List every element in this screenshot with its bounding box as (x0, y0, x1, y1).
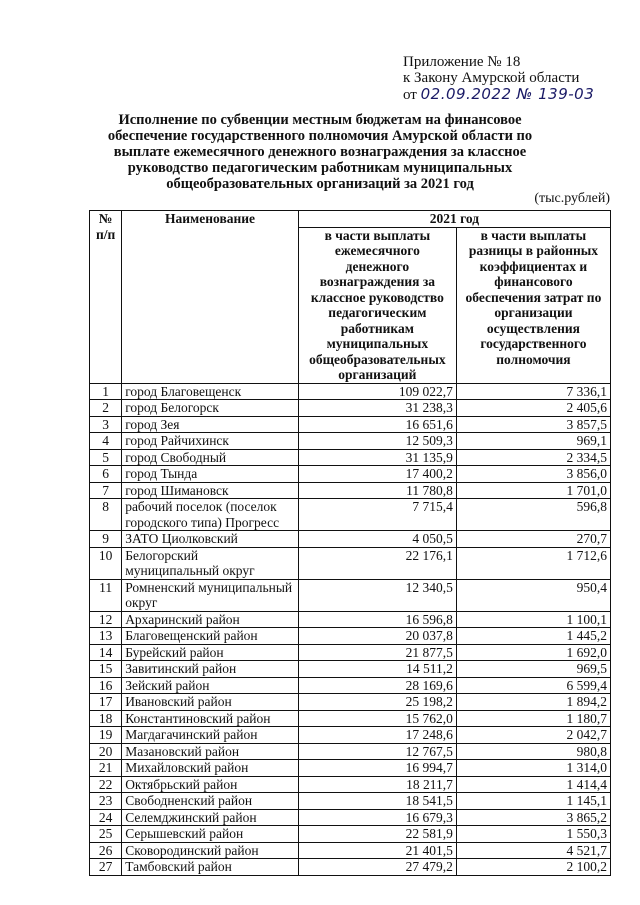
row-value-coefficients: 1 550,3 (456, 826, 610, 843)
row-name: город Свободный (122, 449, 299, 466)
table-row (90, 383, 611, 400)
row-value-classroom: 17 400,2 (298, 466, 456, 483)
row-name: Архаринский район (122, 611, 299, 628)
row-value-classroom: 12 767,5 (298, 743, 456, 760)
table-row (90, 547, 611, 579)
row-name: город Белогорск (122, 400, 299, 417)
appendix-date-line (403, 86, 594, 103)
row-number: 1 (90, 383, 122, 400)
row-name: Октябрьский район (122, 776, 299, 793)
row-value-coefficients: 1 894,2 (456, 694, 610, 711)
row-value-classroom: 18 541,5 (298, 793, 456, 810)
row-value-coefficients: 1 100,1 (456, 611, 610, 628)
row-number: 18 (90, 710, 122, 727)
row-value-coefficients: 1 712,6 (456, 547, 610, 579)
table-row (90, 677, 611, 694)
table-row (90, 628, 611, 645)
row-value-classroom: 16 596,8 (298, 611, 456, 628)
appendix-date-prefix: от (403, 87, 417, 103)
row-value-coefficients: 2 405,6 (456, 400, 610, 417)
row-number: 14 (90, 644, 122, 661)
row-name: Константиновский район (122, 710, 299, 727)
handwritten-date-number: 02.09.2022 № 139-03 (420, 85, 595, 103)
table-row (90, 482, 611, 499)
row-number: 9 (90, 531, 122, 548)
table-row (90, 499, 611, 531)
row-number: 15 (90, 661, 122, 678)
table-row (90, 644, 611, 661)
row-value-classroom: 20 037,8 (298, 628, 456, 645)
row-name: Селемджинский район (122, 809, 299, 826)
table-row (90, 661, 611, 678)
row-value-coefficients: 1 145,1 (456, 793, 610, 810)
table-row (90, 400, 611, 417)
row-number: 13 (90, 628, 122, 645)
row-name: Ромненский муниципальный округ (122, 579, 299, 611)
units-label: (тыс.рублей) (534, 191, 610, 206)
table-header-row (90, 211, 611, 228)
row-value-coefficients: 950,4 (456, 579, 610, 611)
table-row (90, 694, 611, 711)
row-number: 20 (90, 743, 122, 760)
row-name: Зейский район (122, 677, 299, 694)
table-row (90, 416, 611, 433)
row-value-coefficients: 1 314,0 (456, 760, 610, 777)
row-value-coefficients: 969,1 (456, 433, 610, 450)
table-row (90, 842, 611, 859)
row-number: 10 (90, 547, 122, 579)
row-number: 27 (90, 859, 122, 876)
row-number: 17 (90, 694, 122, 711)
row-value-classroom: 31 135,9 (298, 449, 456, 466)
row-value-coefficients: 1 414,4 (456, 776, 610, 793)
row-name: ЗАТО Циолковский (122, 531, 299, 548)
subvention-table (89, 210, 611, 876)
table-row (90, 826, 611, 843)
appendix-number: Приложение № 18 (403, 54, 521, 70)
row-number: 4 (90, 433, 122, 450)
row-value-classroom: 109 022,7 (298, 383, 456, 400)
row-number: 6 (90, 466, 122, 483)
table-row (90, 531, 611, 548)
row-value-coefficients: 3 856,0 (456, 466, 610, 483)
header-col2: в части выплаты разницы в районных коэффициентах и финансового обеспечения затрат по организации осуществления государственного полномочия (456, 227, 610, 383)
row-name: Магдагачинский район (122, 727, 299, 744)
row-value-coefficients: 4 521,7 (456, 842, 610, 859)
row-name: город Зея (122, 416, 299, 433)
row-name: Тамбовский район (122, 859, 299, 876)
row-value-classroom: 12 509,3 (298, 433, 456, 450)
row-number: 8 (90, 499, 122, 531)
row-value-classroom: 4 050,5 (298, 531, 456, 548)
row-name: Сковородинский район (122, 842, 299, 859)
table-row (90, 466, 611, 483)
row-value-classroom: 17 248,6 (298, 727, 456, 744)
row-value-classroom: 14 511,2 (298, 661, 456, 678)
row-value-coefficients: 7 336,1 (456, 383, 610, 400)
row-number: 12 (90, 611, 122, 628)
row-value-classroom: 16 651,6 (298, 416, 456, 433)
row-name: Мазановский район (122, 743, 299, 760)
row-name: рабочий поселок (поселок городского типа) Прогресс (122, 499, 299, 531)
table-body (90, 383, 611, 875)
table-row (90, 579, 611, 611)
row-value-classroom: 31 238,3 (298, 400, 456, 417)
row-name: Ивановский район (122, 694, 299, 711)
row-value-coefficients: 2 334,5 (456, 449, 610, 466)
row-name: Завитинский район (122, 661, 299, 678)
row-value-coefficients: 1 692,0 (456, 644, 610, 661)
header-year: 2021 год (298, 211, 610, 228)
row-value-classroom: 11 780,8 (298, 482, 456, 499)
row-number: 21 (90, 760, 122, 777)
row-number: 5 (90, 449, 122, 466)
row-number: 11 (90, 579, 122, 611)
row-value-classroom: 16 994,7 (298, 760, 456, 777)
table-row (90, 710, 611, 727)
header-col1: в части выплаты ежемесячного денежного вознаграждения за классное руководство педагогическим работникам муниципальных общеобразовательных организаций (298, 227, 456, 383)
row-value-coefficients: 2 042,7 (456, 727, 610, 744)
table-row (90, 611, 611, 628)
table-row (90, 776, 611, 793)
row-number: 26 (90, 842, 122, 859)
table-row (90, 433, 611, 450)
row-number: 3 (90, 416, 122, 433)
appendix-block (403, 54, 594, 103)
row-number: 19 (90, 727, 122, 744)
row-value-coefficients: 980,8 (456, 743, 610, 760)
row-value-coefficients: 2 100,2 (456, 859, 610, 876)
row-value-coefficients: 3 857,5 (456, 416, 610, 433)
row-number: 2 (90, 400, 122, 417)
row-number: 16 (90, 677, 122, 694)
header-name: Наименование (122, 211, 299, 384)
row-value-coefficients: 1 445,2 (456, 628, 610, 645)
row-value-classroom: 25 198,2 (298, 694, 456, 711)
row-value-coefficients: 1 701,0 (456, 482, 610, 499)
appendix-law: к Закону Амурской области (403, 70, 580, 86)
document-title: Исполнение по субвенции местным бюджетам на финансовое обеспечение государственного полномочия Амурской области по выплате ежемесячного денежного вознаграждения за классное руководство педагогическим работникам муниципальных общеобразовательных организаций за 2021 год (107, 112, 533, 192)
row-value-classroom: 27 479,2 (298, 859, 456, 876)
row-name: Серышевский район (122, 826, 299, 843)
table-row (90, 727, 611, 744)
row-number: 25 (90, 826, 122, 843)
row-name: город Шимановск (122, 482, 299, 499)
table-row (90, 793, 611, 810)
table-row (90, 449, 611, 466)
table-row (90, 760, 611, 777)
row-name: Белогорский муниципальный округ (122, 547, 299, 579)
row-value-coefficients: 6 599,4 (456, 677, 610, 694)
row-number: 7 (90, 482, 122, 499)
row-name: Михайловский район (122, 760, 299, 777)
row-value-classroom: 28 169,6 (298, 677, 456, 694)
row-value-coefficients: 270,7 (456, 531, 610, 548)
row-value-classroom: 12 340,5 (298, 579, 456, 611)
row-value-classroom: 21 877,5 (298, 644, 456, 661)
row-number: 23 (90, 793, 122, 810)
table-row (90, 859, 611, 876)
row-value-classroom: 7 715,4 (298, 499, 456, 531)
row-value-classroom: 22 176,1 (298, 547, 456, 579)
row-value-classroom: 22 581,9 (298, 826, 456, 843)
row-name: Бурейский район (122, 644, 299, 661)
row-value-coefficients: 3 865,2 (456, 809, 610, 826)
row-value-coefficients: 596,8 (456, 499, 610, 531)
row-value-coefficients: 1 180,7 (456, 710, 610, 727)
row-number: 22 (90, 776, 122, 793)
row-value-classroom: 18 211,7 (298, 776, 456, 793)
row-name: Свободненский район (122, 793, 299, 810)
row-value-classroom: 16 679,3 (298, 809, 456, 826)
table-row (90, 809, 611, 826)
row-name: город Райчихинск (122, 433, 299, 450)
row-name: город Тында (122, 466, 299, 483)
row-value-classroom: 15 762,0 (298, 710, 456, 727)
row-name: Благовещенский район (122, 628, 299, 645)
table-row (90, 743, 611, 760)
row-number: 24 (90, 809, 122, 826)
header-num: № п/п (90, 211, 122, 384)
row-value-coefficients: 969,5 (456, 661, 610, 678)
row-value-classroom: 21 401,5 (298, 842, 456, 859)
row-name: город Благовещенск (122, 383, 299, 400)
